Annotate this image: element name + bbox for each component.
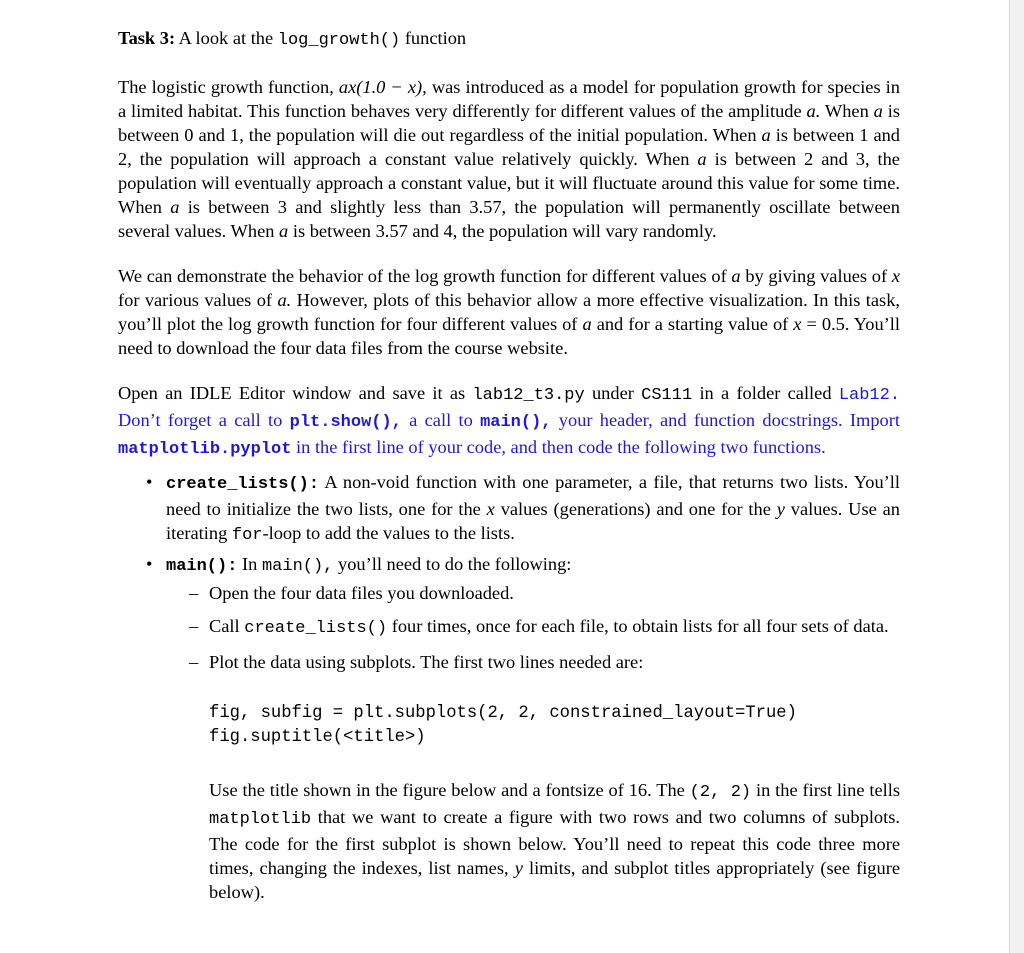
subitem-plot-data: – Plot the data using subplots. The first two lines needed are:	[189, 652, 644, 672]
right-edge-scrollbar[interactable]	[1009, 0, 1024, 953]
paragraph-instructions: Open an IDLE Editor window and save it as lab12_t3.py under CS111 in a folder called Lab12. Don’t forget a call to plt.show(), a call to main(), your header, and function docstrings. Import matplotlib.pyplot in the first line of your code, and then code the following two functions.	[118, 383, 901, 459]
task-number: Task 3:	[118, 28, 176, 48]
function-name: log_growth()	[277, 31, 401, 50]
plt-show-call: plt.show(),	[289, 413, 402, 432]
main-name: main():	[166, 557, 238, 576]
filename: lab12_t3.py	[472, 386, 585, 405]
paragraph-subplot-explanation: Use the title shown in the figure below and a fontsize of 16. The (2, 2) in the first line tells matplotlib that we want to create a figure with two rows and two columns of subplots. The code for the first subplot is shown below. You’ll need to repeat this code three more times, changing the indexes, list names, y limits, and subplot titles appropriately (see figure below).	[209, 780, 901, 902]
bullet-create-lists: • create_lists(): A non-void function with one parameter, a file, that returns two lists. You’ll need to initialize the two lists, one for the x values (generations) and one for the y values. Use an iterating for-loop to add the values to the lists.	[146, 472, 900, 545]
directory-name: CS111	[641, 386, 693, 405]
paragraph-demonstration: We can demonstrate the behavior of the log growth function for different values of a by giving values of x for various values of a. However, plots of this behavior allow a more effective visualization. In this task, you’ll plot the log growth function for four different values of a and for a starting value of x = 0.5. You’ll need to download the four data files from the course website.	[118, 266, 900, 358]
task-heading: Task 3: A look at the log_growth() function	[118, 28, 467, 50]
code-block	[209, 702, 900, 750]
subitem-call-create-lists: – Call create_lists() four times, once for each file, to obtain lists for all four sets of data.	[189, 616, 889, 638]
dash-icon: –	[189, 616, 199, 636]
matplotlib-import: matplotlib.pyplot	[118, 440, 292, 459]
main-call: main(),	[480, 413, 552, 432]
paragraph-logistic-intro: The logistic growth function, ax(1.0 − x), was introduced as a model for population growth for species in a limited habitat. This function behaves very differently for different values of the amplitude a. When a is between 0 and 1, the population will die out regardless of the initial population. When a is between 1 and 2, the population will approach a constant value relatively quickly. When a is between 2 and 3, the population will eventually approach a constant value, but it will fluctuate around this value for some time. When a is between 3 and slightly less than 3.57, the population will permanently oscillate between several values. When a is between 3.57 and 4, the population will vary randomly.	[118, 77, 901, 241]
bullet-icon: •	[146, 554, 153, 574]
code-line: fig.suptitle(<title>)	[209, 728, 426, 747]
code-line: fig, subfig = plt.subplots(2, 2, constrained_layout=True)	[209, 704, 797, 723]
folder-name: Lab12.	[838, 386, 901, 405]
formula: ax(1.0 − x),	[338, 77, 427, 97]
create-lists-name: create_lists():	[166, 475, 320, 494]
document-page	[118, 26, 900, 904]
bullet-icon: •	[146, 472, 153, 492]
subitem-open-files: – Open the four data files you downloaded.	[189, 583, 514, 603]
dash-icon: –	[189, 652, 199, 672]
dash-icon: –	[189, 583, 199, 603]
bullet-main: • main(): In main(), you’ll need to do the following:	[146, 554, 572, 576]
